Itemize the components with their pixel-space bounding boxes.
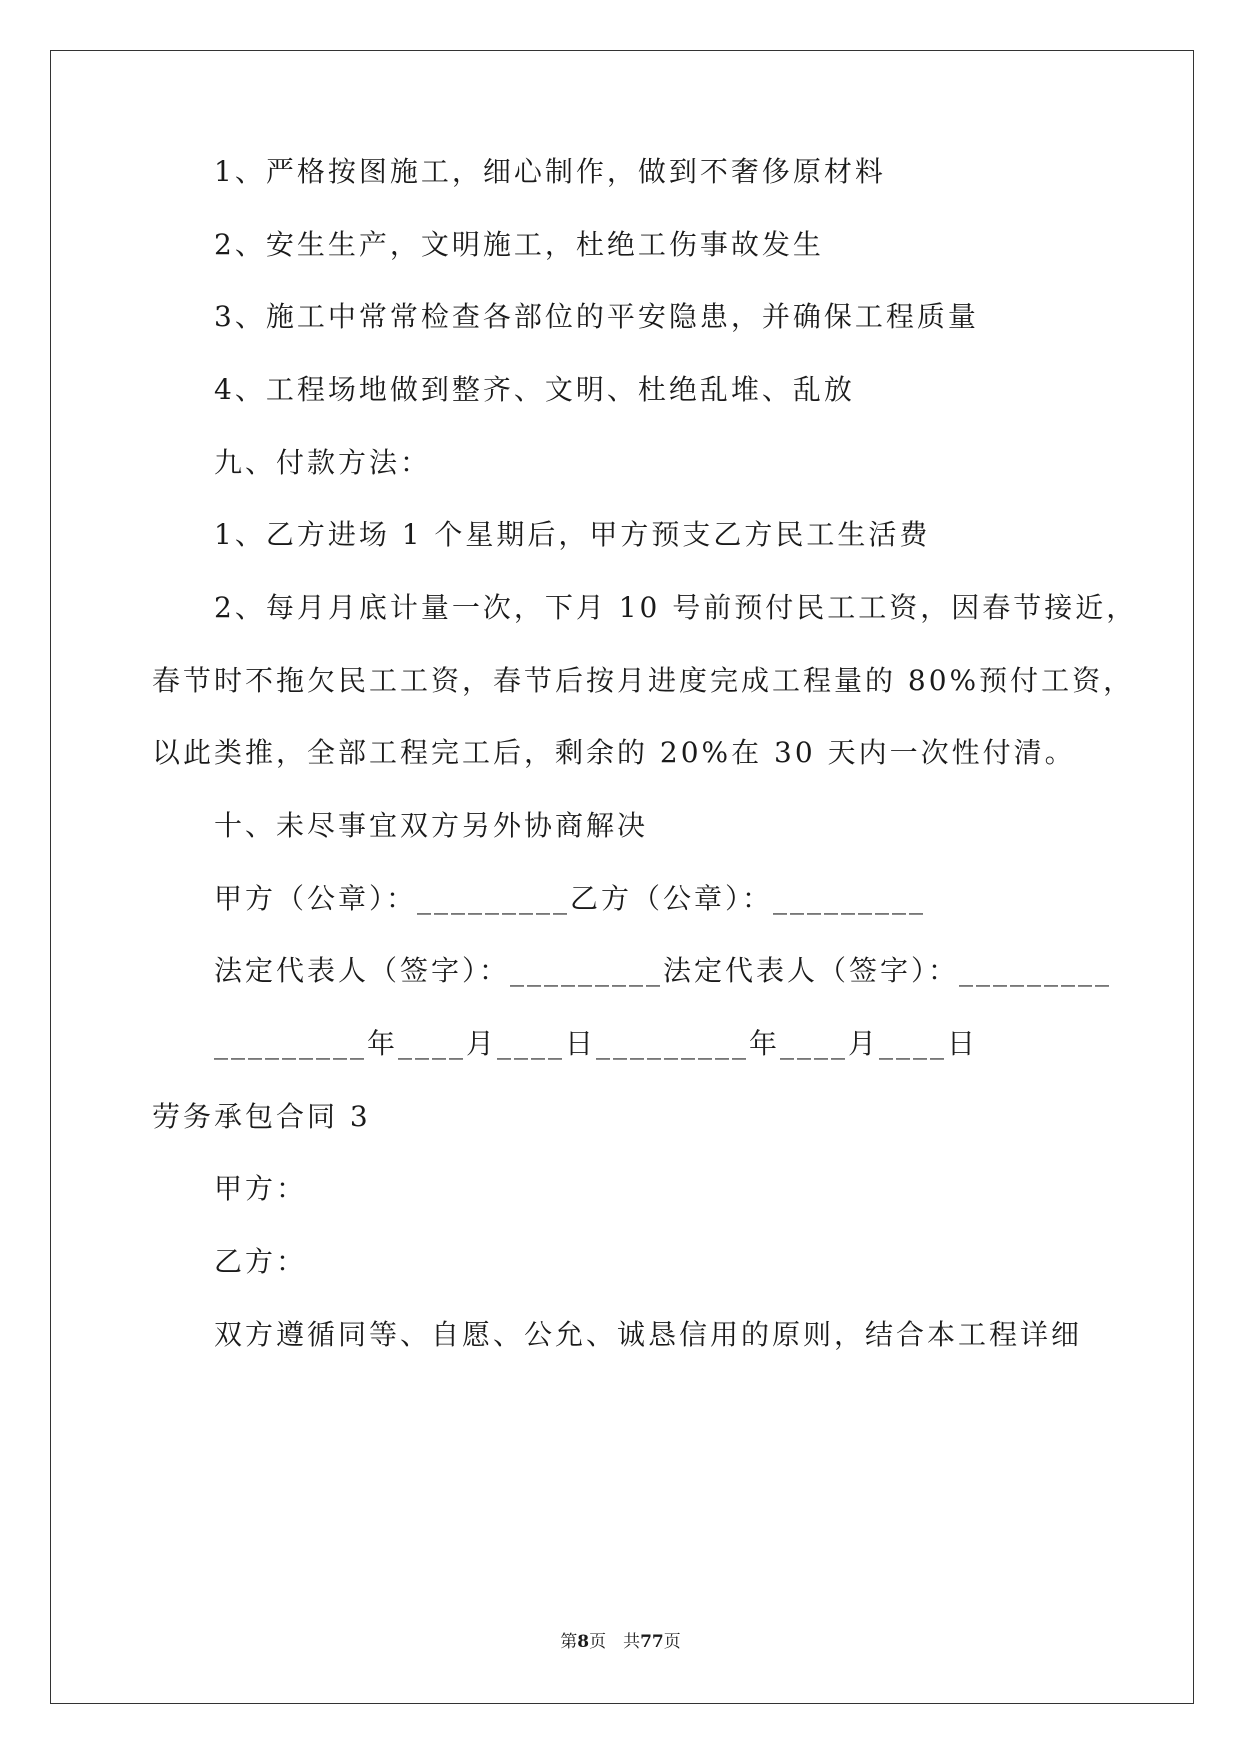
total-page-number: 77 <box>640 1632 664 1652</box>
section-9-heading: 九、付款方法： <box>214 446 432 479</box>
payment-item-2-cont-2: 以此类推，全部工程完工后，剩余的 20%在 30 天内一次性付清。 <box>152 736 1076 769</box>
item-1-construction: 1、严格按图施工，细心制作，做到不奢侈原材料 <box>214 155 886 188</box>
page-border <box>50 50 1194 1704</box>
seal-line: 甲方（公章）：_________乙方（公章）：_________ <box>214 882 927 915</box>
principles-paragraph: 双方遵循同等、自愿、公允、诚恳信用的原则，结合本工程详细 <box>214 1318 1083 1351</box>
item-2-safety: 2、安生生产，文明施工，杜绝工伤事故发生 <box>214 228 824 261</box>
payment-item-1: 1、乙方进场 1 个星期后，甲方预支乙方民工生活费 <box>214 518 931 551</box>
date-line: _________年____月____日_________年____月____日 <box>214 1027 979 1060</box>
signature-line: 法定代表人（签字）：_________法定代表人（签字）：_________ <box>214 954 1113 987</box>
party-a-label: 甲方： <box>214 1172 308 1205</box>
payment-item-2: 2、每月月底计量一次，下月 10 号前预付民工工资，因春节接近， <box>214 591 1138 624</box>
footer-prefix: 第 <box>560 1632 578 1652</box>
footer-suffix: 页 <box>663 1632 681 1652</box>
footer-mid: 页 共 <box>589 1632 641 1652</box>
contract-3-title: 劳务承包合同 3 <box>152 1100 371 1133</box>
party-b-label: 乙方： <box>214 1245 308 1278</box>
current-page-number: 8 <box>577 1632 590 1652</box>
page-footer <box>0 1627 1241 1652</box>
item-3-inspection: 3、施工中常常检查各部位的平安隐患，并确保工程质量 <box>214 300 979 333</box>
payment-item-2-cont-1: 春节时不拖欠民工工资，春节后按月进度完成工程量的 80%预付工资， <box>152 664 1135 697</box>
item-4-site: 4、工程场地做到整齐、文明、杜绝乱堆、乱放 <box>214 373 855 406</box>
section-10-heading: 十、未尽事宜双方另外协商解决 <box>214 809 649 842</box>
